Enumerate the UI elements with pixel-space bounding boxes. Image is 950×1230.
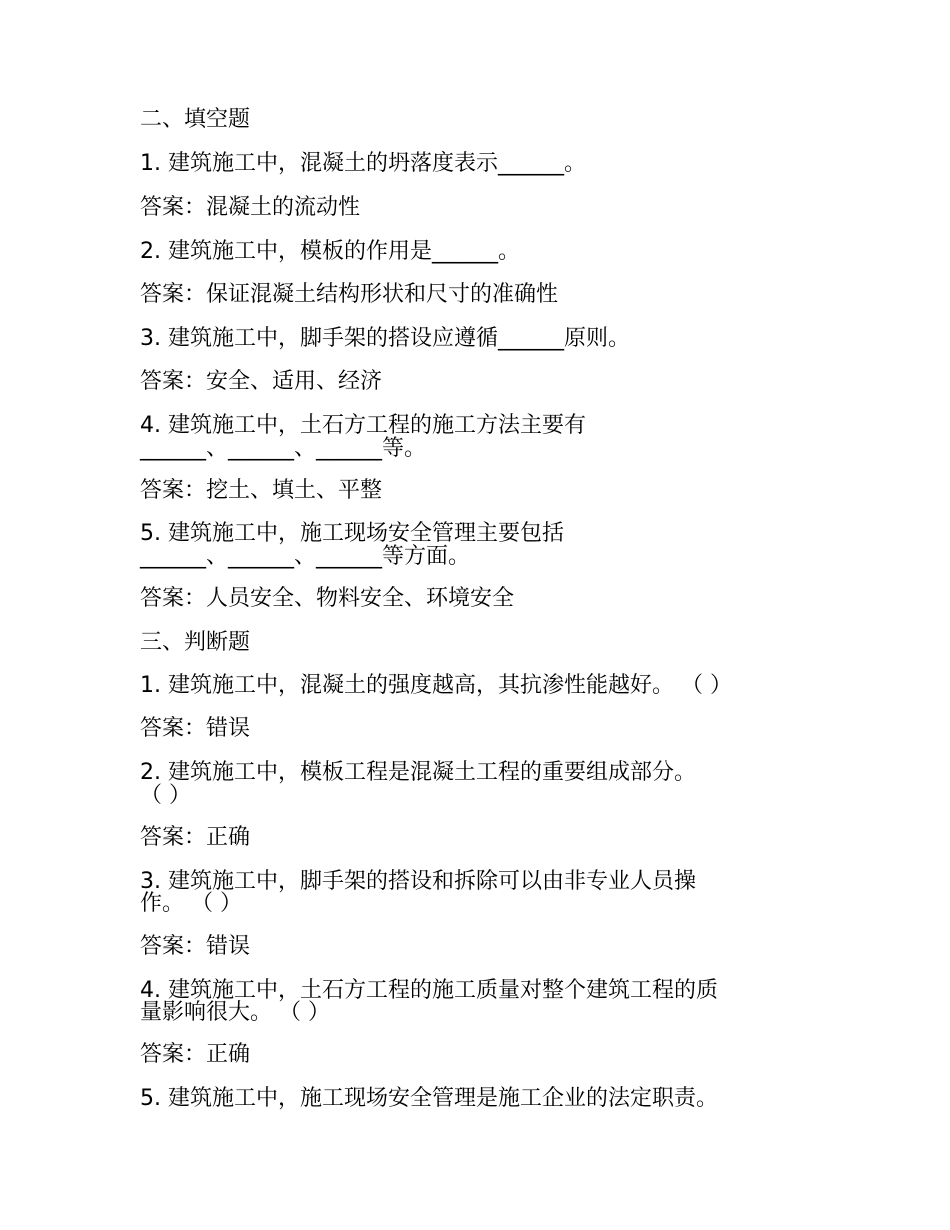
true-false-question-2-line1: 2. 建筑施工中，模板工程是混凝土工程的重要组成部分。 — [140, 760, 696, 785]
true-false-question-1: 1. 建筑施工中，混凝土的强度越高，其抗渗性能越好。 （ ） — [140, 673, 732, 698]
fill-blank-question-5-line2: ______、______、______等方面。 — [140, 544, 471, 569]
fill-blank-question-5-line1: 5. 建筑施工中，施工现场安全管理主要包括 — [140, 521, 564, 546]
fill-blank-question-4-line1: 4. 建筑施工中，土石方工程的施工方法主要有 — [140, 413, 586, 438]
true-false-answer-4: 答案：正确 — [140, 1042, 251, 1067]
section-heading-true-false: 三、判断题 — [140, 630, 251, 655]
section-heading-fill-blank: 二、填空题 — [140, 107, 251, 132]
fill-blank-question-4-line2: ______、______、______等。 — [140, 436, 427, 461]
true-false-answer-1: 答案：错误 — [140, 716, 251, 741]
true-false-question-4-line1: 4. 建筑施工中，土石方工程的施工质量对整个建筑工程的质 — [140, 978, 718, 1003]
fill-blank-answer-5: 答案：人员安全、物料安全、环境安全 — [140, 586, 515, 611]
fill-blank-answer-3: 答案：安全、适用、经济 — [140, 369, 383, 394]
fill-blank-answer-4: 答案：挖土、填土、平整 — [140, 478, 383, 503]
fill-blank-question-1: 1. 建筑施工中，混凝土的坍落度表示______。 — [140, 151, 586, 176]
fill-blank-answer-2: 答案：保证混凝土结构形状和尺寸的准确性 — [140, 282, 559, 307]
fill-blank-question-3: 3. 建筑施工中，脚手架的搭设应遵循______原则。 — [140, 326, 630, 351]
fill-blank-answer-1: 答案：混凝土的流动性 — [140, 195, 361, 220]
true-false-question-5: 5. 建筑施工中，施工现场安全管理是施工企业的法定职责。 — [140, 1086, 718, 1111]
true-false-answer-3: 答案：错误 — [140, 934, 251, 959]
true-false-question-3-line2: 作。 （ ） — [140, 891, 242, 916]
true-false-question-4-line2: 量影响很大。 （ ） — [140, 1000, 330, 1025]
true-false-question-3-line1: 3. 建筑施工中，脚手架的搭设和拆除可以由非专业人员操 — [140, 869, 696, 894]
fill-blank-question-2: 2. 建筑施工中，模板的作用是______。 — [140, 239, 520, 264]
true-false-answer-2: 答案：正确 — [140, 825, 251, 850]
true-false-question-2-line2: （ ） — [140, 783, 191, 808]
